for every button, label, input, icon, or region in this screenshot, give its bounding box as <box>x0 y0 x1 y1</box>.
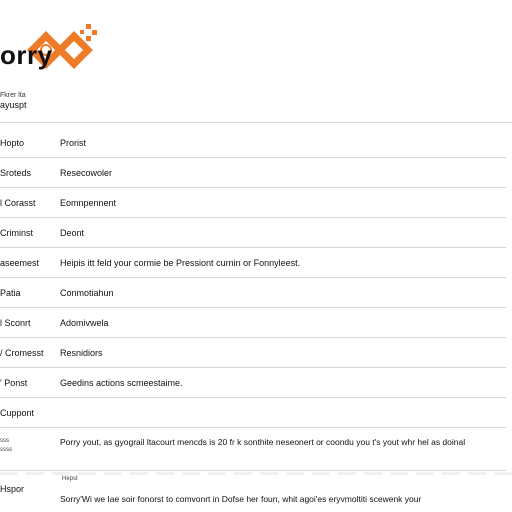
row-value: Resecowoler <box>60 167 113 178</box>
divider <box>0 472 512 475</box>
support-row <box>0 476 506 512</box>
table-row <box>0 218 506 248</box>
row-key: Hspor <box>0 484 25 494</box>
row-value: Prorist <box>60 137 87 148</box>
row-key: Criminst <box>0 227 33 238</box>
row-value: Conmotiahun <box>60 287 114 298</box>
row-value: Geedins actions scmeestaime. <box>60 377 183 388</box>
subtitle-label: ayuspt <box>0 100 27 110</box>
row-value: Deont <box>60 227 85 238</box>
row-key: / Cromesst <box>0 347 44 358</box>
row-key: sss <box>0 438 9 444</box>
row-key: l Corasst <box>0 197 36 208</box>
header <box>0 18 512 82</box>
row-value: Porry yout, as gyograil ltacourt mencds is 20 fr k sonthite neseonert or coondu you t's yout whr hel as doinal <box>60 437 466 447</box>
divider <box>0 122 512 123</box>
row-value: Eomnpennent <box>60 197 117 208</box>
description-row <box>0 428 506 471</box>
row-note: Hepst <box>62 476 78 482</box>
table-row <box>0 188 506 218</box>
subtitle-small: Fkrer lta <box>0 92 26 99</box>
row-key: l Sconrt <box>0 317 31 328</box>
row-value: Resnidiors <box>60 347 103 358</box>
row-key: ssss <box>0 447 12 453</box>
detail-table <box>0 128 506 428</box>
row-key: Hopto <box>0 137 25 148</box>
table-row <box>0 338 506 368</box>
row-key: Patia <box>0 287 21 298</box>
table-row <box>0 128 506 158</box>
table-row <box>0 308 506 338</box>
row-key: aseemest <box>0 257 40 268</box>
row-key: Sroteds <box>0 167 32 178</box>
row-value: Adomivwela <box>60 317 109 328</box>
table-row <box>0 398 506 428</box>
row-key: ' Ponst <box>0 377 28 388</box>
brand-name: orry <box>0 40 53 70</box>
row-value: Heipis itt feld your cormie be Pressiont curnin or Fonnyleest. <box>60 257 301 268</box>
table-row <box>0 368 506 398</box>
table-row <box>0 158 506 188</box>
table-row <box>0 278 506 308</box>
row-value: Sorry'Wi we Iae soir fonorst to comvonrt in Dofse her foun, whit agoi'es eryvmoltiti scewenk your <box>60 494 422 504</box>
row-key: Cuppont <box>0 407 35 418</box>
table-row <box>0 248 506 278</box>
